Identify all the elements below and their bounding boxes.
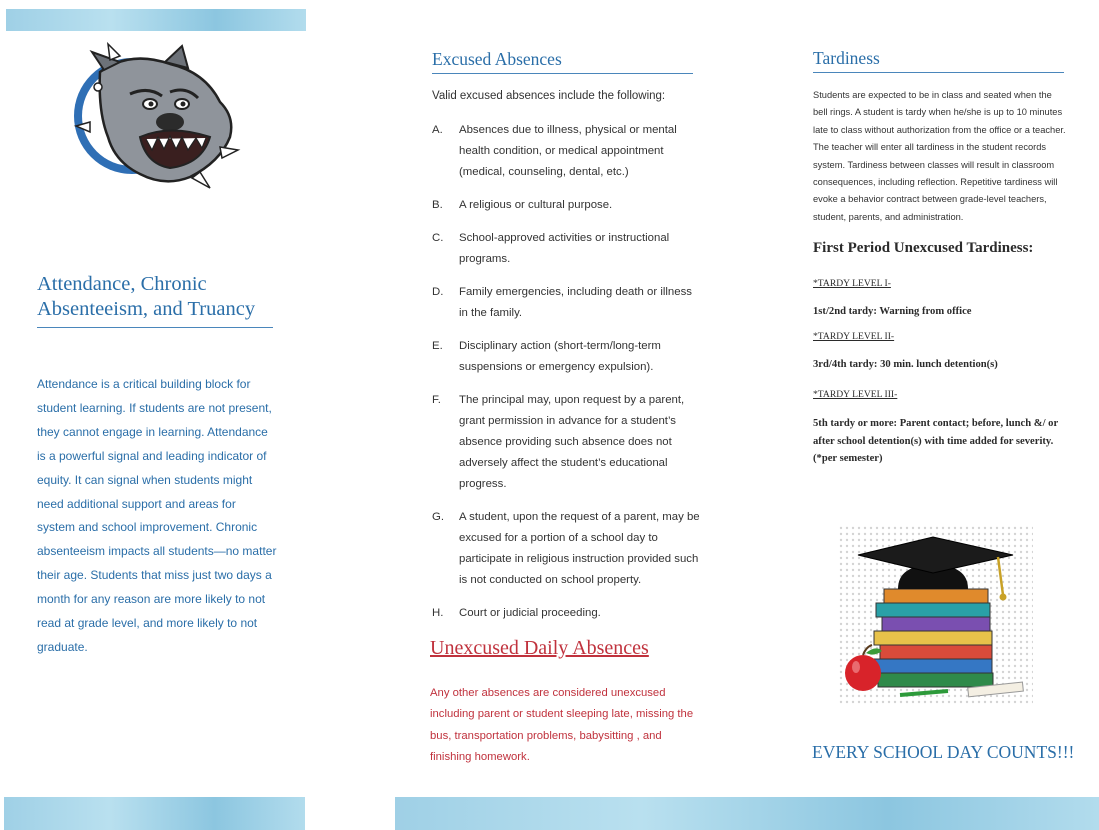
list-item: B. A religious or cultural purpose. xyxy=(432,199,613,211)
tardiness-heading: Tardiness xyxy=(813,48,1064,73)
tardy-level-1-label: *TARDY LEVEL I- xyxy=(813,278,891,289)
excused-intro: Valid excused absences include the following: xyxy=(432,90,666,102)
list-item: E. Disciplinary action (short-term/long-term suspensions or emergency expulsion). xyxy=(432,340,661,373)
tardy-level-1-text: 1st/2nd tardy: Warning from office xyxy=(813,306,972,317)
list-item: C. School-approved activities or instructional programs. xyxy=(432,232,670,265)
excused-absences-list xyxy=(432,120,702,624)
tardy-level-2-text: 3rd/4th tardy: 30 min. lunch detention(s) xyxy=(813,359,998,370)
list-item: F. The principal may, upon request by a parent, grant permission in advance for a student’s absence providing such absence does not adversely affect the student’s educational progress. xyxy=(432,394,685,490)
decorative-band-bottom-right xyxy=(395,797,1099,830)
unexcused-absences-paragraph: Any other absences are considered unexcused including parent or student sleeping late, missing the bus, transportation problems, babysitting , and finishing homework. xyxy=(430,687,694,763)
tardy-level-2-label: *TARDY LEVEL II- xyxy=(813,331,895,342)
attendance-paragraph: Attendance is a critical building block for student learning. If students are not present, they cannot engage in learning. Attendance is a powerful signal and leading indicator of equity. It can signal when students might need additional support and areas for system and school improvement. Chronic absenteeism impacts all students—no matter their age. Students that miss just two days a month for any reason are more likely to not read at grade level, and more likely to not graduate. xyxy=(37,377,277,654)
list-item: H. Court or judicial proceeding. xyxy=(432,607,601,619)
bulldog-mascot-logo xyxy=(70,42,245,192)
decorative-band-bottom-left xyxy=(4,797,305,830)
decorative-band-top-left xyxy=(6,9,306,31)
graduation-books-illustration xyxy=(838,525,1033,705)
tardy-level-3-text: 5th tardy or more: Parent contact; before, lunch &/ or after school detention(s) with time added for severity. (*per semester) xyxy=(813,418,1058,464)
tardy-level-3-label: *TARDY LEVEL III- xyxy=(813,389,898,400)
list-item: A. Absences due to illness, physical or mental health condition, or medical appointment (medical, counseling, dental, etc.) xyxy=(432,124,677,178)
attendance-heading: Attendance, Chronic Absenteeism, and Truancy xyxy=(37,272,273,328)
every-school-day-counts-slogan: EVERY SCHOOL DAY COUNTS!!! xyxy=(812,742,1075,762)
unexcused-absences-heading: Unexcused Daily Absences xyxy=(430,637,649,659)
list-item: D. Family emergencies, including death or illness in the family. xyxy=(432,286,692,319)
tardiness-paragraph: Students are expected to be in class and seated when the bell rings. A student is tardy when he/she is up to 10 minutes late to class without authorization from the office or a teacher. The teacher will enter all tardiness in the student records system. Tardiness between classes will result in classroom consequences, including reflection. Repetitive tardiness will evoke a behavior contract between grade-level teachers, student, parents, and administration. xyxy=(813,90,1066,222)
first-period-tardiness-heading: First Period Unexcused Tardiness: xyxy=(813,240,1034,256)
list-item: G. A student, upon the request of a parent, may be excused for a portion of a school day to participate in religious instruction provided such is not conducted on school property. xyxy=(432,511,700,586)
excused-absences-heading: Excused Absences xyxy=(432,49,693,74)
